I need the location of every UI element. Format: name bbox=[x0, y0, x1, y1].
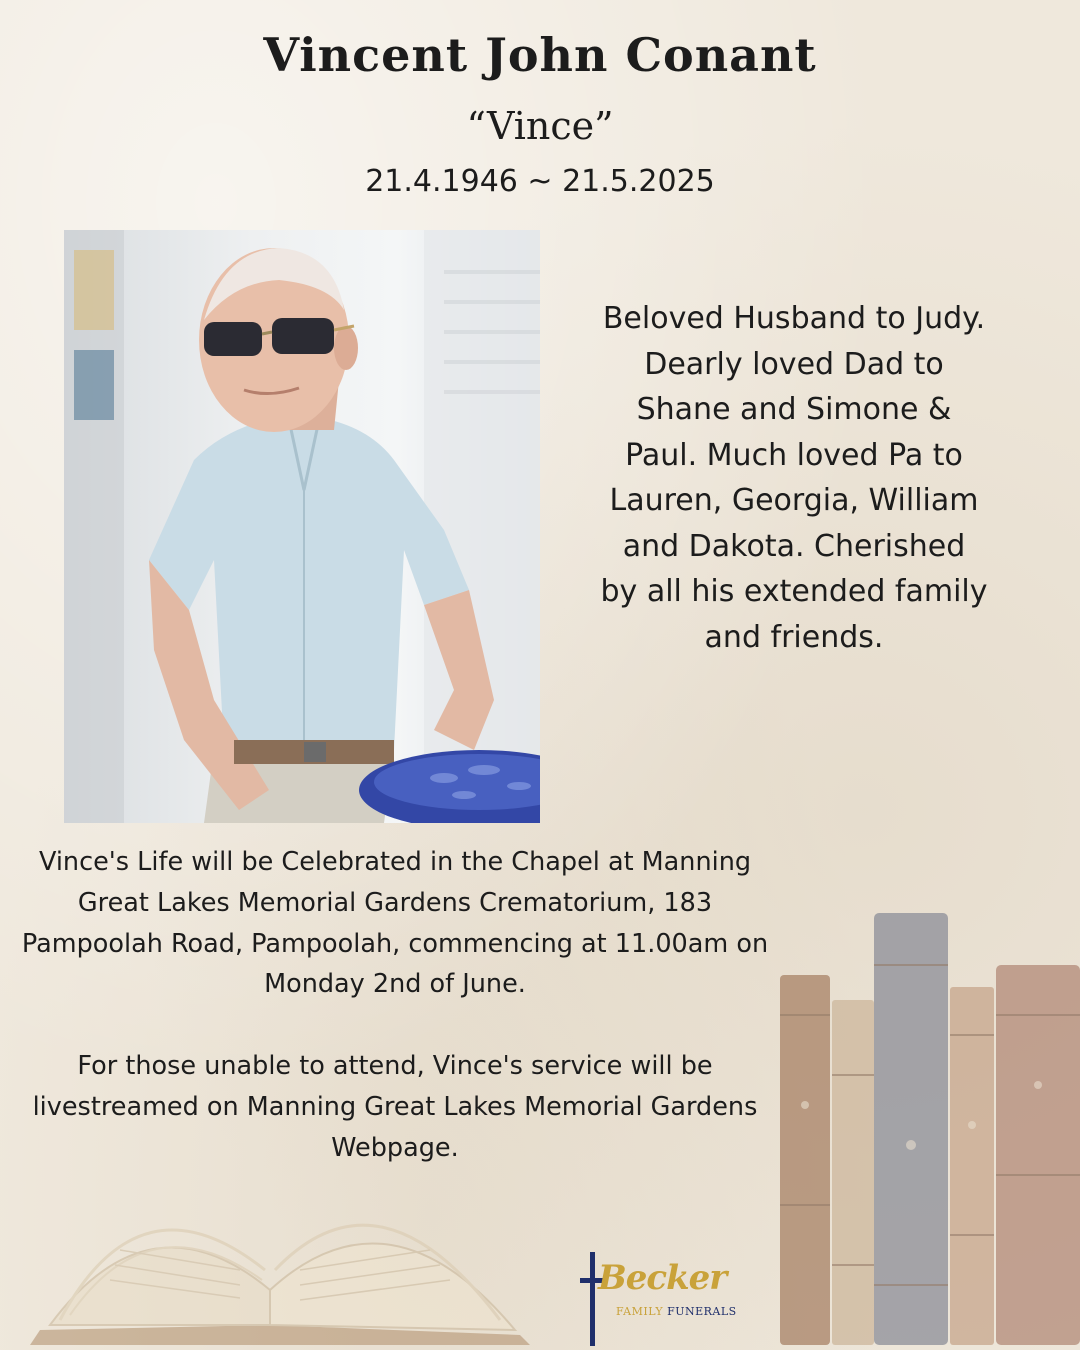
logo-wordmark: Becker bbox=[598, 1258, 727, 1298]
logo-subtitle bbox=[616, 1305, 737, 1318]
logo-subtitle-funerals: FUNERALS bbox=[667, 1305, 737, 1318]
portrait-illustration bbox=[64, 230, 540, 823]
service-details: Vince's Life will be Celebrated in the Chapel at Manning Great Lakes Memorial Gardens Crematorium, 183 Pampoolah Road, Pampoolah, commencing at 11.00am on Monday 2nd of June. bbox=[21, 847, 769, 1000]
becker-logo bbox=[578, 1252, 748, 1348]
deceased-name: Vincent John Conant bbox=[263, 28, 817, 82]
tribute-text: Beloved Husband to Judy. Dearly loved Dad to Shane and Simone & Paul. Much loved Pa to Lauren, Georgia, William and Dakota. Cherished by all his extended family and friends. bbox=[600, 301, 988, 655]
life-dates: 21.4.1946 ~ 21.5.2025 bbox=[365, 164, 715, 199]
books-illustration bbox=[770, 905, 1080, 1350]
open-book-illustration bbox=[0, 1130, 560, 1350]
nickname: “Vince” bbox=[466, 104, 614, 148]
logo-subtitle-family: FAMILY bbox=[616, 1305, 664, 1318]
portrait-photo bbox=[64, 230, 540, 823]
livestream-notice: For those unable to attend, Vince's service will be livestreamed on Manning Great Lakes Memorial Gardens Webpage. bbox=[32, 1051, 758, 1163]
